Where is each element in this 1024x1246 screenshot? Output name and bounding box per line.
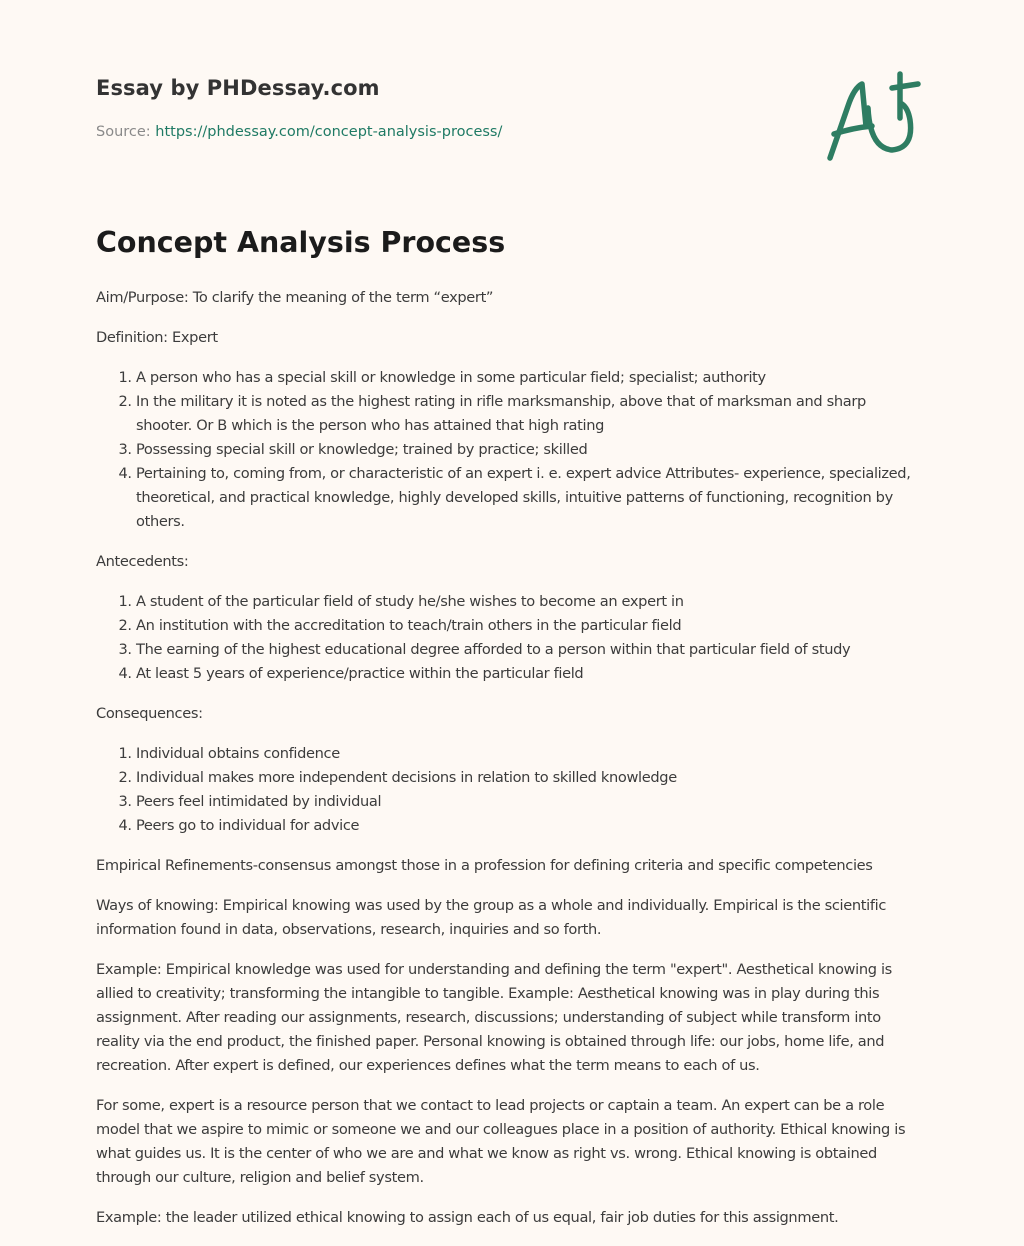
antecedents-heading: Antecedents: xyxy=(96,553,189,570)
body-paragraph: Empirical Refinements-consensus amongst those in a profession for defining criteria and specific competencies xyxy=(96,857,873,874)
consequences-list xyxy=(96,742,926,838)
source-line xyxy=(96,124,502,140)
list-item: 3. The earning of the highest educational degree afforded to a person within that particular field of study xyxy=(136,638,926,662)
definition-heading: Definition: Expert xyxy=(96,329,218,346)
list-item: 1. A person who has a special skill or knowledge in some particular field; specialist; authority xyxy=(136,366,926,390)
list-item: 1. A student of the particular field of study he/she wishes to become an expert in xyxy=(136,590,926,614)
a-plus-logo-icon xyxy=(822,68,932,168)
page-title: Concept Analysis Process xyxy=(96,226,506,259)
list-item: 2. In the military it is noted as the highest rating in rifle marksmanship, above that of marksman and sharp shooter. Or B which is the person who has attained that high rating xyxy=(136,390,926,438)
source-label: Source: xyxy=(96,124,151,140)
list-item: 4. Pertaining to, coming from, or characteristic of an expert i. e. expert advice Attributes- experience, specialized, theoretical, and practical knowledge, highly developed skills, intuitive patterns of functioning, recognition by others. xyxy=(136,462,926,534)
definition-list xyxy=(96,366,926,534)
list-item: 1. Individual obtains confidence xyxy=(136,742,926,766)
list-item: 3. Possessing special skill or knowledge; trained by practice; skilled xyxy=(136,438,926,462)
list-item: 2. An institution with the accreditation to teach/train others in the particular field xyxy=(136,614,926,638)
aim-paragraph: Aim/Purpose: To clarify the meaning of the term “expert” xyxy=(96,289,494,306)
list-item: 2. Individual makes more independent decisions in relation to skilled knowledge xyxy=(136,766,926,790)
list-item: 3. Peers feel intimidated by individual xyxy=(136,790,926,814)
antecedents-list xyxy=(96,590,926,686)
source-link[interactable]: https://phdessay.com/concept-analysis-process/ xyxy=(155,124,503,140)
consequences-heading: Consequences: xyxy=(96,705,203,722)
essay-body xyxy=(96,286,926,1246)
site-title: Essay by PHDessay.com xyxy=(96,76,380,100)
body-paragraph: Example: Empirical knowledge was used for understanding and defining the term "expert". Aesthetical knowing is allied to creativity; transforming the intangible to tangible. Example: Aesthetical knowing was in play during this assignment. After reading our assignments, research, discussions; understanding of subject while transform into reality via the end product, the finished paper. Personal knowing is obtained through life: our jobs, home life, and recreation. After expert is defined, our experiences defines what the term means to each of us. xyxy=(96,961,892,1074)
list-item: 4. Peers go to individual for advice xyxy=(136,814,926,838)
body-paragraph: Example: the leader utilized ethical knowing to assign each of us equal, fair job duties for this assignment. xyxy=(96,1209,839,1226)
list-item: 4. At least 5 years of experience/practice within the particular field xyxy=(136,662,926,686)
body-paragraph: Ways of knowing: Empirical knowing was used by the group as a whole and individually. Empirical is the scientific information found in data, observations, research, inquiries and so forth. xyxy=(96,897,887,938)
body-paragraph: For some, expert is a resource person that we contact to lead projects or captain a team. An expert can be a role model that we aspire to mimic or someone we and our colleagues place in a position of authority. Ethical knowing is what guides us. It is the center of who we are and what we know as right vs. wrong. Ethical knowing is obtained through our culture, religion and belief system. xyxy=(96,1097,906,1186)
